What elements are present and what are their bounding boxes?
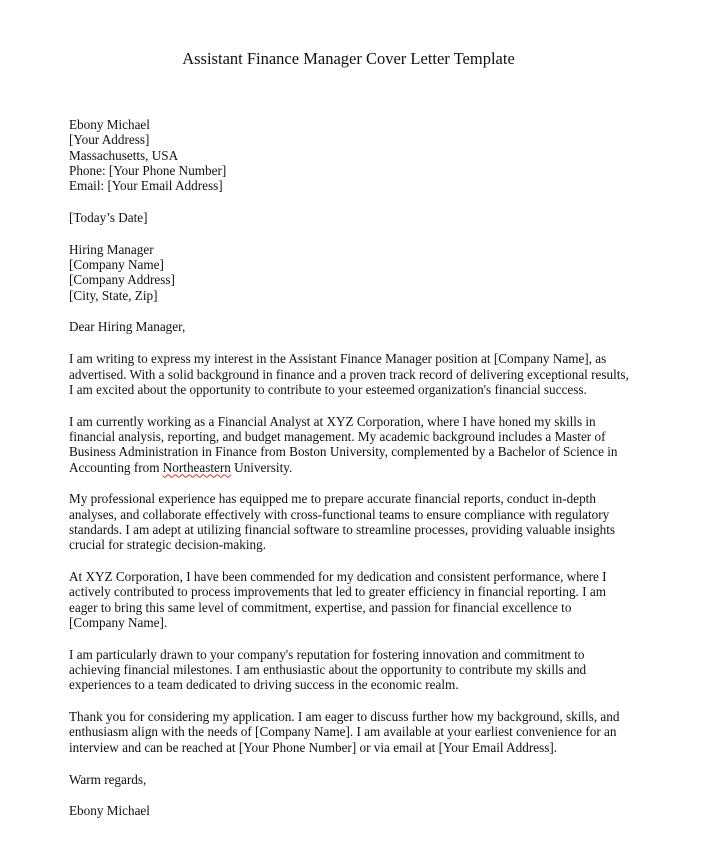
paragraph-line: actively contributed to process improvements that led to greater efficiency in financial reporting. I am	[69, 584, 606, 600]
paragraph-line: interview and can be reached at [Your Phone Number] or via email at [Your Email Address].	[69, 739, 558, 755]
recipient-city: [City, State, Zip]	[69, 287, 158, 303]
paragraph-line: Thank you for considering my application. I am eager to discuss further how my background, skills, and	[69, 709, 620, 725]
sender-block	[69, 117, 669, 193]
sender-email: Email: [Your Email Address]	[69, 178, 223, 194]
paragraph-line: At XYZ Corporation, I have been commended for my dedication and consistent performance, where I	[69, 569, 607, 585]
date-block	[69, 210, 669, 225]
paragraph-line: financial analysis, reporting, and budget management. My academic background includes a Master of	[69, 428, 606, 444]
sender-phone: Phone: [Your Phone Number]	[69, 162, 227, 178]
paragraph-line: I am excited about the opportunity to contribute to your esteemed organization's financial success.	[69, 381, 587, 397]
recipient-company: [Company Name]	[69, 257, 164, 273]
sender-name: Ebony Michael	[69, 117, 150, 132]
paragraph-line: standards. I am adept at utilizing financial software to streamline processes, providing valuable insights	[69, 521, 616, 537]
letter-body	[69, 117, 669, 819]
paragraph-line: experiences to a team dedicated to driving success in the economic realm.	[69, 677, 459, 693]
paragraph-5	[69, 647, 669, 693]
paragraph-line: eager to bring this same level of commitment, expertise, and passion for financial excellence to	[69, 599, 572, 615]
paragraph-line: achieving financial milestones. I am enthusiastic about the opportunity to contribute my skills and	[69, 662, 587, 678]
letter-date: [Today’s Date]	[69, 209, 148, 225]
paragraph-line: Business Administration in Finance from Boston University, complemented by a Bachelor of Science in	[69, 444, 618, 460]
signature-name: Ebony Michael	[69, 803, 150, 819]
paragraph-text: University.	[230, 459, 293, 475]
signature-block	[69, 803, 669, 818]
recipient-address: [Company Address]	[69, 272, 175, 288]
paragraph-6	[69, 709, 669, 755]
paragraph-line: I am writing to express my interest in the Assistant Finance Manager position at [Company Name], as	[69, 351, 607, 367]
salutation-block	[69, 319, 669, 334]
spellcheck-flagged-word: Northeastern	[162, 459, 231, 475]
sender-address: [Your Address]	[69, 132, 150, 148]
closing-block	[69, 772, 669, 787]
recipient-block	[69, 242, 669, 303]
paragraph-4	[69, 569, 669, 630]
document-title: Assistant Finance Manager Cover Letter Template	[182, 49, 515, 68]
paragraph-line: I am currently working as a Financial Analyst at XYZ Corporation, where I have honed my skills in	[69, 413, 596, 429]
paragraph-2	[69, 414, 669, 475]
paragraph-line: enthusiasm align with the needs of [Company Name]. I am available at your earliest convenience for an	[69, 724, 617, 740]
paragraph-3	[69, 491, 669, 552]
paragraph-line: My professional experience has equipped me to prepare accurate financial reports, conduct in-depth	[69, 491, 596, 507]
closing: Warm regards,	[69, 771, 147, 787]
paragraph-line: [Company Name].	[69, 614, 168, 630]
paragraph-line	[69, 460, 669, 475]
recipient-title: Hiring Manager	[69, 241, 154, 257]
paragraph-text: Accounting from	[69, 459, 163, 475]
paragraph-line: analyses, and collaborate effectively with cross-functional teams to ensure compliance with regulatory	[69, 506, 610, 522]
paragraph-line: crucial for strategic decision-making.	[69, 537, 267, 553]
paragraph-line: advertised. With a solid background in finance and a proven track record of delivering exceptional results,	[69, 366, 629, 382]
sender-location: Massachusetts, USA	[69, 147, 179, 163]
paragraph-line: I am particularly drawn to your company's reputation for fostering innovation and commitment to	[69, 646, 585, 662]
paragraph-1	[69, 351, 669, 397]
salutation: Dear Hiring Manager,	[69, 319, 186, 335]
